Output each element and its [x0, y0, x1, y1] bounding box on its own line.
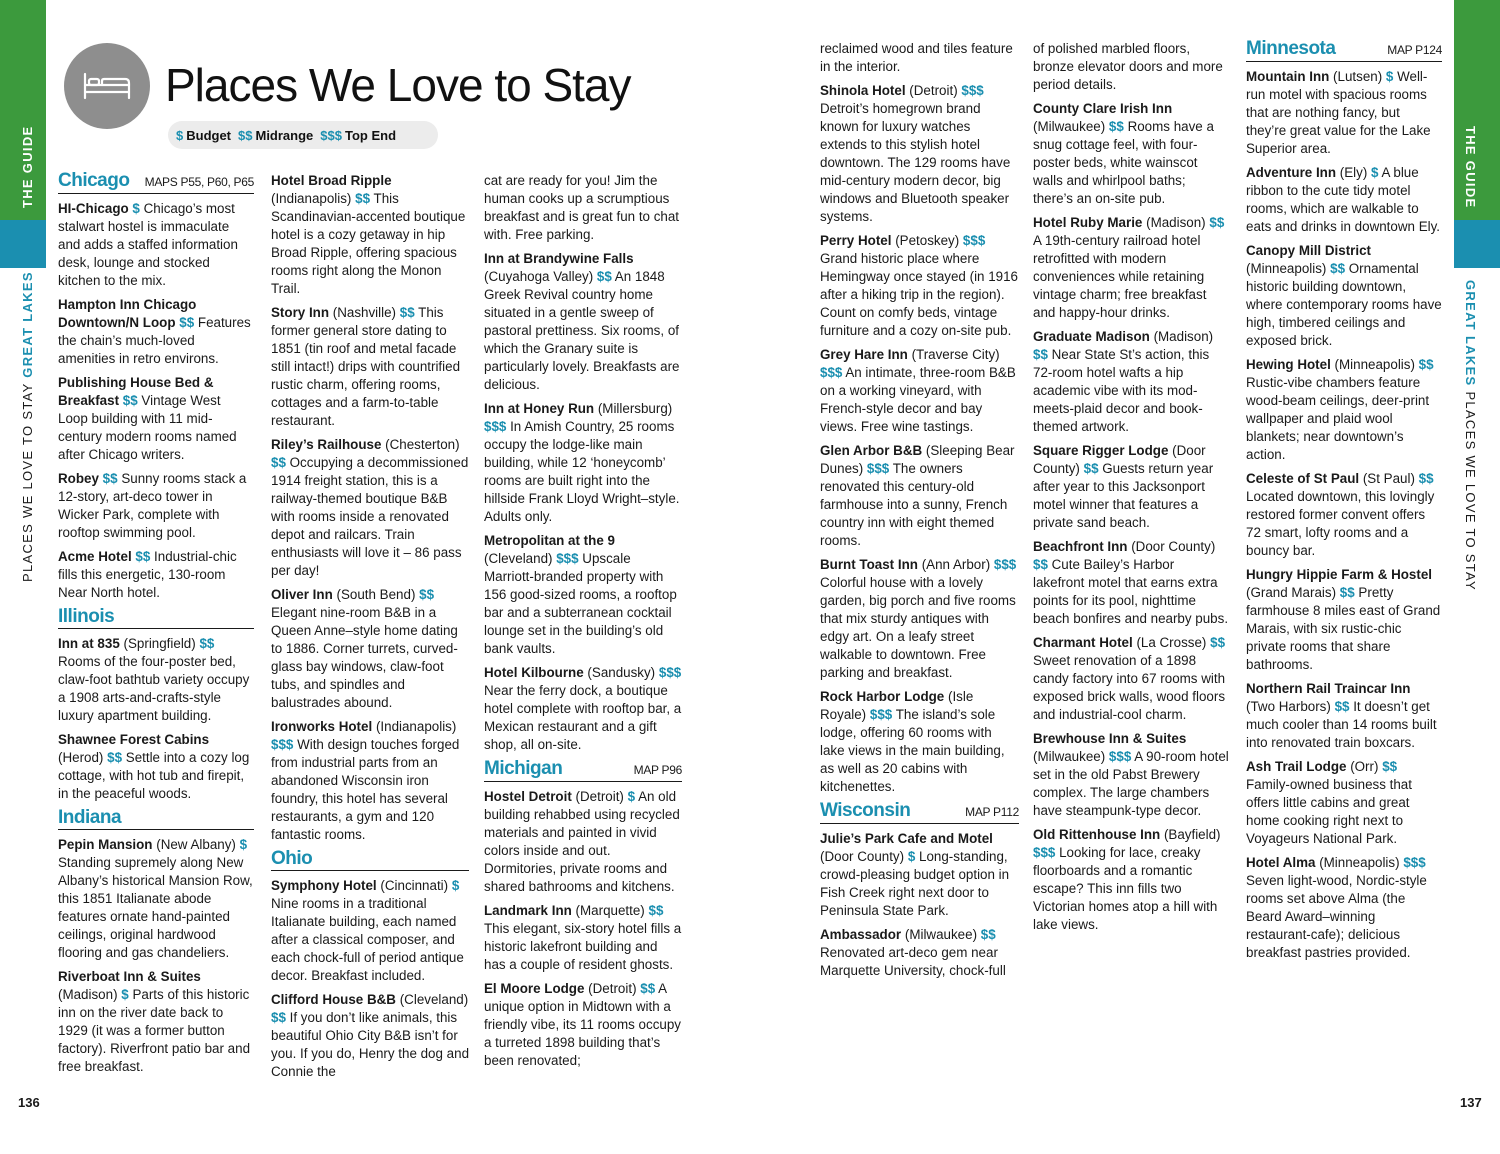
legend-budget-symbol: $ — [176, 127, 184, 143]
listing-name: Publishing House Bed & Breakfast — [58, 375, 214, 408]
listing-price: $$ — [1108, 119, 1124, 134]
running-head-region: GREAT LAKES — [20, 271, 35, 378]
listing-location: (Door County) — [1131, 539, 1216, 554]
listing-price: $$ — [102, 471, 118, 486]
listing-location: (Ann Arbor) — [921, 557, 991, 572]
listing-location: (Nashville) — [332, 305, 397, 320]
listing-description: Rustic-vibe chambers feature wood-beam ceilings, deer-print wallpaper and plaid wool blankets; near downtown’s action. — [1246, 375, 1430, 462]
listing-name: Inn at Brandywine Falls — [484, 251, 634, 266]
listing-location: (La Crosse) — [1136, 635, 1207, 650]
listing-description: Guests return year after year to this Jacksonport motel winner that features a private sand beach. — [1033, 461, 1214, 530]
section-title: Michigan — [484, 758, 563, 779]
listing-entry — [820, 82, 1019, 226]
listing-name: Story Inn — [271, 305, 330, 320]
listing-location: (Two Harbors) — [1246, 699, 1331, 714]
section-title: Indiana — [58, 807, 122, 828]
listing-name: Pepin Mansion — [58, 837, 153, 852]
listing-description: A 19th-century railroad hotel retrofitted with modern conveniences while retaining vintage charm; free breakfast and happy-hour drinks. — [1033, 233, 1207, 320]
listing-entry — [1246, 164, 1442, 236]
listing-price: $$ — [122, 393, 138, 408]
listing-price: $$$ — [993, 557, 1017, 572]
section-map-ref: MAP P112 — [965, 805, 1019, 819]
side-tab-guide-label: THE GUIDE — [20, 125, 35, 208]
listing-name: Hampton Inn Chicago Downtown/N Loop — [58, 297, 197, 330]
listing-price: $$$ — [962, 233, 986, 248]
listing-name: Inn at Honey Run — [484, 401, 595, 416]
listing-price: $$$ — [961, 83, 984, 98]
listing-price: $$ — [1418, 471, 1434, 486]
section-header — [1246, 40, 1442, 62]
listing-entry — [1246, 356, 1442, 464]
running-head-chapter: PLACES WE LOVE TO STAY — [20, 382, 35, 582]
listing-entry — [1033, 634, 1229, 724]
listing-location: (Cleveland) — [399, 992, 469, 1007]
continued-text: cat are ready for you! Jim the human cooks up a scrumptious breakfast and is great fun to chat with. Free parking. — [484, 173, 680, 242]
listing-entry — [271, 304, 469, 430]
listing-name: Hungry Hippie Farm & Hostel — [1246, 567, 1433, 582]
side-tab-guide-label-right: THE GUIDE — [1463, 126, 1478, 209]
column-4 — [820, 40, 1019, 986]
listing-price: $$ — [1083, 461, 1099, 476]
listing-location: (Chesterton) — [385, 437, 460, 452]
listing-name: Brewhouse Inn & Suites — [1033, 731, 1187, 746]
listing-description: Nine rooms in a traditional Italianate building, each named after a classical composer, and each chock-full of period antique decor. Breakfast included. — [271, 896, 464, 983]
listing-entry — [1246, 68, 1442, 158]
listing-description: This Scandinavian-accented boutique hotel is a cozy getaway in hip Broad Ripple, offering spacious rooms right along the Monon Trail. — [271, 191, 466, 296]
listing-name: Charmant Hotel — [1033, 635, 1133, 650]
listing-price: $ — [451, 878, 460, 893]
listing-entry — [820, 346, 1019, 436]
listing-price: $ — [627, 789, 636, 804]
listing-location: (Herod) — [58, 750, 104, 765]
listing-price: $$ — [1330, 261, 1346, 276]
listing-entry — [484, 532, 682, 658]
listing-entry — [1033, 538, 1229, 628]
listing-price: $ — [121, 987, 129, 1002]
listing-location: (Millersburg) — [597, 401, 673, 416]
section-header — [820, 802, 1019, 824]
listing-name: Oliver Inn — [271, 587, 333, 602]
listing-price: $ — [1385, 69, 1394, 84]
side-tab-region-marker-right — [1454, 220, 1500, 268]
running-head-chapter-right: PLACES WE LOVE TO STAY — [1463, 391, 1478, 592]
listing-name: Square Rigger Lodge — [1033, 443, 1169, 458]
listing-name: Perry Hotel — [820, 233, 892, 248]
running-head-region-right: GREAT LAKES — [1463, 280, 1478, 387]
listing-entry — [58, 200, 254, 290]
section-header — [58, 172, 254, 194]
listing-description: Seven light-wood, Nordic-style rooms set above Alma (the Beard Award–winning restaurant-cafe); delicious breakfast pastries provided. — [1246, 873, 1427, 960]
listing-entry — [1033, 328, 1229, 436]
listing-description: Industrial-chic fills this energetic, 130-room Near North hotel. — [58, 549, 237, 600]
listing-location: (Minneapolis) — [1319, 855, 1400, 870]
listing-location: (Door County) — [1033, 443, 1206, 476]
listing-price: $$ — [648, 903, 664, 918]
listing-description: Rooms of the four-poster bed, claw-foot bathtub variety occupy a 1908 arts-and-crafts-style luxury apartment building. — [58, 654, 250, 723]
listing-description: An intimate, three-room B&B on a working vineyard, with French-style decor and bay views. Free wine tastings. — [820, 365, 1016, 434]
listing-name: Hotel Broad Ripple — [271, 173, 392, 188]
column-6 — [1246, 40, 1442, 968]
listing-location: (Traverse City) — [911, 347, 1000, 362]
listing-location: (Minneapolis) — [1334, 357, 1415, 372]
listing-location: (Sleeping Bear Dunes) — [820, 443, 1015, 476]
listing-name: Robey — [58, 471, 99, 486]
listing-description: It doesn’t get much cooler than 14 rooms built into renovated train boxcars. — [1246, 699, 1437, 750]
listing-name: Ironworks Hotel — [271, 719, 373, 734]
listing-entry — [271, 436, 469, 580]
listing-description: If you don’t like animals, this beautiful Ohio City B&B isn’t for you. If you do, Henry the dog and Connie the — [271, 1010, 470, 1079]
listing-name: Mountain Inn — [1246, 69, 1330, 84]
listing-description: Pretty farmhouse 8 miles east of Grand Marais, with six rustic-chic private rooms that share bathrooms. — [1246, 585, 1441, 672]
price-legend — [168, 121, 438, 149]
listing-description: Grand historic place where Hemingway once stayed (in 1916 after a hiking trip in the region). Count on comfy beds, vintage furniture and a cozy on-site pub. — [820, 251, 1018, 338]
listing-entry — [1246, 242, 1442, 350]
legend-budget-label: Budget — [186, 127, 232, 143]
listing-location: (St Paul) — [1362, 471, 1415, 486]
listing-location: (Milwaukee) — [904, 927, 978, 942]
bed-icon — [82, 71, 132, 101]
listing-name: Ambassador — [820, 927, 902, 942]
listing-entry — [820, 556, 1019, 682]
listing-name: County Clare Irish Inn — [1033, 101, 1173, 116]
listing-price: $$$ — [484, 419, 507, 434]
listing-entry — [820, 442, 1019, 550]
listing-price: $$$ — [869, 707, 893, 722]
listing-location: (Detroit) — [588, 981, 637, 996]
listing-description: Standing supremely along New Albany’s historical Mansion Row, this 1851 Italianate abode features ornate hand-painted ceilings, original hardwood flooring and gas chandeliers. — [58, 855, 253, 960]
side-running-head — [20, 271, 35, 582]
listing-name: Burnt Toast Inn — [820, 557, 918, 572]
listing-location: (South Bend) — [336, 587, 416, 602]
listing-name: Landmark Inn — [484, 903, 572, 918]
listing-description: With design touches forged from industrial parts from an abandoned Wisconsin iron foundry, this hotel has several restaurants, a gym and 120 fantastic rooms. — [271, 737, 460, 842]
legend-midrange-label: Midrange — [255, 127, 314, 143]
column-2 — [271, 172, 469, 1087]
listing-description: This former general store dating to 1851 (tin roof and metal facade still intact!) drips with countrified rustic charm, offering rooms, cottages and a farm-to-table restaurant. — [271, 305, 461, 428]
listing-entry — [1033, 214, 1229, 322]
listing-name: Glen Arbor B&B — [820, 443, 923, 458]
listing-name: HI-Chicago — [58, 201, 129, 216]
listing-price: $ — [1371, 165, 1379, 180]
listing-description: A blue ribbon to the cute tidy motel rooms, which are walkable to eats and drinks in downtown Ely. — [1246, 165, 1441, 234]
listing-price: $$$ — [866, 461, 890, 476]
listing-name: Shawnee Forest Cabins — [58, 732, 210, 747]
listing-description: Renovated art-deco gem near Marquette University, chock-full — [820, 945, 1006, 978]
listing-price: $$ — [135, 549, 151, 564]
listing-entry — [820, 688, 1019, 796]
listing-description: Located downtown, this lovingly restored former convent offers 72 smart, lofty rooms and a bouncy bar. — [1246, 489, 1435, 558]
listing-name: Riverboat Inn & Suites — [58, 969, 201, 984]
section-header — [271, 850, 469, 871]
listing-name: Canopy Mill District — [1246, 243, 1371, 258]
listing-name: Celeste of St Paul — [1246, 471, 1360, 486]
listing-location: (Madison) — [1153, 329, 1214, 344]
listing-name: Adventure Inn — [1246, 165, 1337, 180]
listing-location: (Petoskey) — [895, 233, 960, 248]
listing-description: Ornamental historic building downtown, where contemporary rooms have high, timbered ceilings and exposed brick. — [1246, 261, 1442, 348]
listing-description: Settle into a cozy log cottage, with hot tub and firepit, in the peaceful woods. — [58, 750, 250, 801]
listing-location: (Sandusky) — [587, 665, 656, 680]
page-number-left: 136 — [18, 1095, 40, 1110]
listing-entry — [484, 980, 682, 1070]
listing-price: $$ — [419, 587, 435, 602]
listing-name: Shinola Hotel — [820, 83, 906, 98]
listing-price: $$ — [1033, 347, 1048, 362]
listing-price: $$ — [640, 981, 656, 996]
listing-name: Hostel Detroit — [484, 789, 572, 804]
section-header — [484, 760, 682, 782]
listing-price: $ — [132, 201, 140, 216]
listing-entry — [484, 902, 682, 974]
section-map-ref: MAP P124 — [1387, 43, 1442, 57]
listing-entry — [1246, 470, 1442, 560]
listing-location: (Madison) — [1146, 215, 1206, 230]
listing-location: (Detroit) — [575, 789, 624, 804]
listing-location: (Orr) — [1350, 759, 1379, 774]
listing-description: Elegant nine-room B&B in a Queen Anne–style home dating to 1886. Corner turrets, curved-glass bay windows, claw-foot tubs, and spindles and balustrades abound. — [271, 605, 458, 710]
listing-price: $$ — [271, 455, 286, 470]
listing-name: Hotel Ruby Marie — [1033, 215, 1143, 230]
listing-name: Grey Hare Inn — [820, 347, 908, 362]
listing-entry — [1246, 854, 1442, 962]
listing-location: (Indianapolis) — [375, 719, 457, 734]
listing-price: $$ — [1210, 635, 1226, 650]
listing-location: (Springfield) — [123, 636, 196, 651]
listing-entry — [1033, 100, 1229, 208]
listing-price: $$ — [1334, 699, 1350, 714]
listing-entry — [58, 296, 254, 368]
page-number-right: 137 — [1460, 1095, 1482, 1110]
listing-name: Old Rittenhouse Inn — [1033, 827, 1161, 842]
listing-name: El Moore Lodge — [484, 981, 585, 996]
column-1 — [58, 172, 254, 1082]
listing-description: Vintage West Loop building with 11 mid-century modern rooms named after Chicago writers. — [58, 393, 237, 462]
listing-description: Cute Bailey’s Harbor lakefront motel that earns extra points for its pool, nighttime beach bonfires and nearby pubs. — [1033, 557, 1229, 626]
listing-entry — [484, 400, 682, 526]
listing-name: Ash Trail Lodge — [1246, 759, 1347, 774]
section-header — [58, 608, 254, 629]
listing-location: (Cincinnati) — [380, 878, 449, 893]
listing-price: $$ — [199, 636, 215, 651]
section-title: Ohio — [271, 848, 313, 869]
listing-entry — [271, 586, 469, 712]
listing-description: Long-standing, crowd-pleasing budget option in Fish Creek right next door to Peninsula State Park. — [820, 849, 1010, 918]
section-title: Chicago — [58, 170, 130, 191]
listing-location: (Milwaukee) — [1033, 749, 1106, 764]
listing-entry — [271, 718, 469, 844]
listing-name: Hewing Hotel — [1246, 357, 1331, 372]
listing-entry — [271, 991, 469, 1081]
listing-entry — [1033, 826, 1229, 934]
section-header — [58, 809, 254, 830]
page-title: Places We Love to Stay — [165, 59, 631, 111]
legend-top-label: Top End — [344, 127, 397, 143]
section-title: Minnesota — [1246, 38, 1336, 59]
column-3 — [484, 172, 682, 1076]
listing-name: Inn at 835 — [58, 636, 120, 651]
listing-entry — [271, 172, 469, 298]
listing-name: Beachfront Inn — [1033, 539, 1128, 554]
listing-description: Near the ferry dock, a boutique hotel complete with rooftop bar, a Mexican restaurant and a gift shop, all on-site. — [484, 683, 682, 752]
listing-price: $$$ — [271, 737, 294, 752]
listing-description: Looking for lace, creaky floorboards and a romantic escape? This inn fills two Victorian homes atop a hill with lake views. — [1033, 845, 1218, 932]
listing-entry — [58, 548, 254, 602]
listing-name: Clifford House B&B — [271, 992, 396, 1007]
listing-entry — [58, 968, 254, 1076]
listing-location: (Minneapolis) — [1246, 261, 1327, 276]
listing-description: Occupying a decommissioned 1914 freight station, this is a railway-themed boutique B&B with rooms inside a renovated depot and railcars. Train enthusiasts will love it – 86 pass per day! — [271, 455, 469, 578]
listing-description: A 90-room hotel set in the old Pabst Brewery complex. The large chambers have steampunk-type decor. — [1033, 749, 1229, 818]
listing-location: (Bayfield) — [1163, 827, 1221, 842]
listing-name: Northern Rail Traincar Inn — [1246, 681, 1411, 696]
listing-price: $$ — [1033, 557, 1048, 572]
listing-price: $$ — [179, 315, 195, 330]
listing-name: Hotel Kilbourne — [484, 665, 584, 680]
listing-name: Acme Hotel — [58, 549, 132, 564]
listing-price: $$$ — [556, 551, 579, 566]
listing-price: $$ — [1382, 759, 1398, 774]
listing-name: Metropolitan at the 9 — [484, 533, 615, 548]
column-5 — [1033, 40, 1229, 940]
listing-entry — [1033, 442, 1229, 532]
listing-location: (Cleveland) — [484, 551, 553, 566]
listing-description: Upscale Marriott-branded property with 156 good-sized rooms, a rooftop bar and a subterranean cocktail lounge set in the building’s old bank vaults. — [484, 551, 677, 656]
listing-name: Symphony Hotel — [271, 878, 377, 893]
listing-description: An old building rehabbed using recycled materials and painted in vivid colors inside and out. Dormitories, private rooms and shared bathrooms and kitchens. — [484, 789, 680, 894]
listing-price: $$ — [1209, 215, 1225, 230]
listing-location: (Madison) — [58, 987, 118, 1002]
listing-description: Sweet renovation of a 1898 candy factory into 67 rooms with exposed brick walls, wood floors and industrial-cool charm. — [1033, 653, 1226, 722]
side-running-head-right — [1463, 280, 1478, 591]
listing-description: Well-run motel with spacious rooms that are nothing fancy, but they’re great value for the Lake Superior area. — [1246, 69, 1431, 156]
listing-name: Rock Harbor Lodge — [820, 689, 945, 704]
listing-name: Riley’s Railhouse — [271, 437, 382, 452]
listing-price: $$$ — [1033, 845, 1056, 860]
listing-location: (Indianapolis) — [271, 191, 352, 206]
legend-midrange-symbol: $$ — [238, 127, 253, 143]
listing-entry — [58, 731, 254, 803]
listing-price: $$ — [596, 269, 612, 284]
listing-price: $ — [239, 837, 248, 852]
section-title: Illinois — [58, 606, 115, 627]
listing-entry — [58, 635, 254, 725]
continued-text: reclaimed wood and tiles feature in the interior. — [820, 41, 1013, 74]
listing-price: $ — [907, 849, 916, 864]
listing-description: Features the chain’s much-loved amenities in retro environs. — [58, 315, 251, 366]
listing-location: (Ely) — [1339, 165, 1368, 180]
listing-entry — [58, 836, 254, 962]
listing-location: (Lutsen) — [1333, 69, 1383, 84]
section-map-ref: MAP P96 — [633, 763, 682, 777]
listing-description: A unique option in Midtown with a friendly vibe, its 11 rooms occupy a turreted 1898 building that’s been renovated; — [484, 981, 681, 1068]
listing-location: (Cuyahoga Valley) — [484, 269, 594, 284]
listing-location: (Isle Royale) — [820, 689, 974, 722]
listing-description: Rooms have a snug cottage feel, with four-poster beds, white wainscot walls and whirlpool baths; there’s an on-site pub. — [1033, 119, 1214, 206]
listing-description: Parts of this historic inn on the river date back to 1929 (it was a former button factory). Riverfront patio bar and free breakfast. — [58, 987, 251, 1074]
listing-entry — [484, 788, 682, 896]
listing-description: An 1848 Greek Revival country home situated in a gentle sweep of pastoral prettiness. Six rooms, of which the Granary suite is particularly lovely. Breakfasts are delicious. — [484, 269, 680, 392]
legend-top-symbol: $$$ — [320, 127, 342, 143]
listing-price: $$ — [271, 1010, 286, 1025]
listing-entry — [1033, 730, 1229, 820]
listing-description: This elegant, six-story hotel fills a historic lakefront building and has a couple of resident ghosts. — [484, 921, 682, 972]
listing-entry — [820, 830, 1019, 920]
listing-description: Chicago’s most stalwart hostel is immaculate and adds a staffed information desk, lounge and stocked kitchen to the mix. — [58, 201, 238, 288]
listing-description: Near State St’s action, this 72-room hotel wafts a hip academic vibe with its mod-meets-plaid decor and book-themed artwork. — [1033, 347, 1210, 434]
listing-entry — [484, 664, 682, 754]
listing-price: $$ — [980, 927, 996, 942]
listing-location: (New Albany) — [156, 837, 236, 852]
title-badge — [64, 43, 150, 129]
listing-entry — [1246, 566, 1442, 674]
listing-price: $$ — [1418, 357, 1434, 372]
listing-entry — [820, 926, 1019, 980]
listing-location: (Marquette) — [575, 903, 645, 918]
listing-entry — [271, 877, 469, 985]
listing-entry — [58, 470, 254, 542]
listing-entry — [1246, 758, 1442, 848]
listing-description: The island’s sole lodge, offering 60 rooms with lake views in the main building, as well as 20 cabins with kitchenettes. — [820, 707, 1005, 794]
listing-name: Hotel Alma — [1246, 855, 1316, 870]
listing-price: $$ — [355, 191, 371, 206]
listing-description: Family-owned business that offers little cabins and great home cooking right next to Voyageurs National Park. — [1246, 777, 1412, 846]
listing-entry — [58, 374, 254, 464]
listing-price: $$$ — [820, 365, 843, 380]
listing-entry — [820, 232, 1019, 340]
listing-name: Graduate Madison — [1033, 329, 1150, 344]
side-tab-region-marker — [0, 220, 46, 268]
listing-entry — [484, 250, 682, 394]
listing-description: Detroit’s homegrown brand known for luxury watches extends to this stylish hotel downtown. The 129 rooms have mid-century modern decor, big windows and Bluetooth speaker systems. — [820, 101, 1011, 224]
listing-description: Colorful house with a lovely garden, big porch and five rooms that mix sturdy antiques with edgy art. On a leafy street walkable to downtown. Free parking and breakfast. — [820, 575, 1016, 680]
listing-price: $$$ — [1108, 749, 1132, 764]
listing-description: In Amish Country, 25 rooms occupy the lodge-like main building, while 12 ‘honeycomb’ rooms are built right into the hillside Frank Lloyd Wright–style. Adults only. — [484, 419, 680, 524]
listing-price: $$$ — [658, 665, 682, 680]
section-title: Wisconsin — [820, 800, 911, 821]
listing-location: (Door County) — [820, 849, 905, 864]
listing-location: (Milwaukee) — [1033, 119, 1106, 134]
listing-price: $$ — [107, 750, 123, 765]
section-map-ref: MAPS P55, P60, P65 — [144, 175, 254, 189]
listing-price: $$ — [1339, 585, 1355, 600]
listing-price: $$ — [399, 305, 415, 320]
continued-text: of polished marbled floors, bronze elevator doors and more period details. — [1033, 41, 1223, 92]
listing-name: Julie’s Park Cafe and Motel — [820, 831, 993, 846]
listing-location: (Detroit) — [909, 83, 958, 98]
listing-price: $$$ — [1403, 855, 1426, 870]
listing-entry — [1246, 680, 1442, 752]
listing-description: Sunny rooms stack a 12-story, art-deco tower in Wicker Park, complete with rooftop swimming pool. — [58, 471, 247, 540]
listing-location: (Grand Marais) — [1246, 585, 1337, 600]
listing-description: The owners renovated this century-old farmhouse into a sunny, French country inn with eight themed rooms. — [820, 461, 1008, 548]
